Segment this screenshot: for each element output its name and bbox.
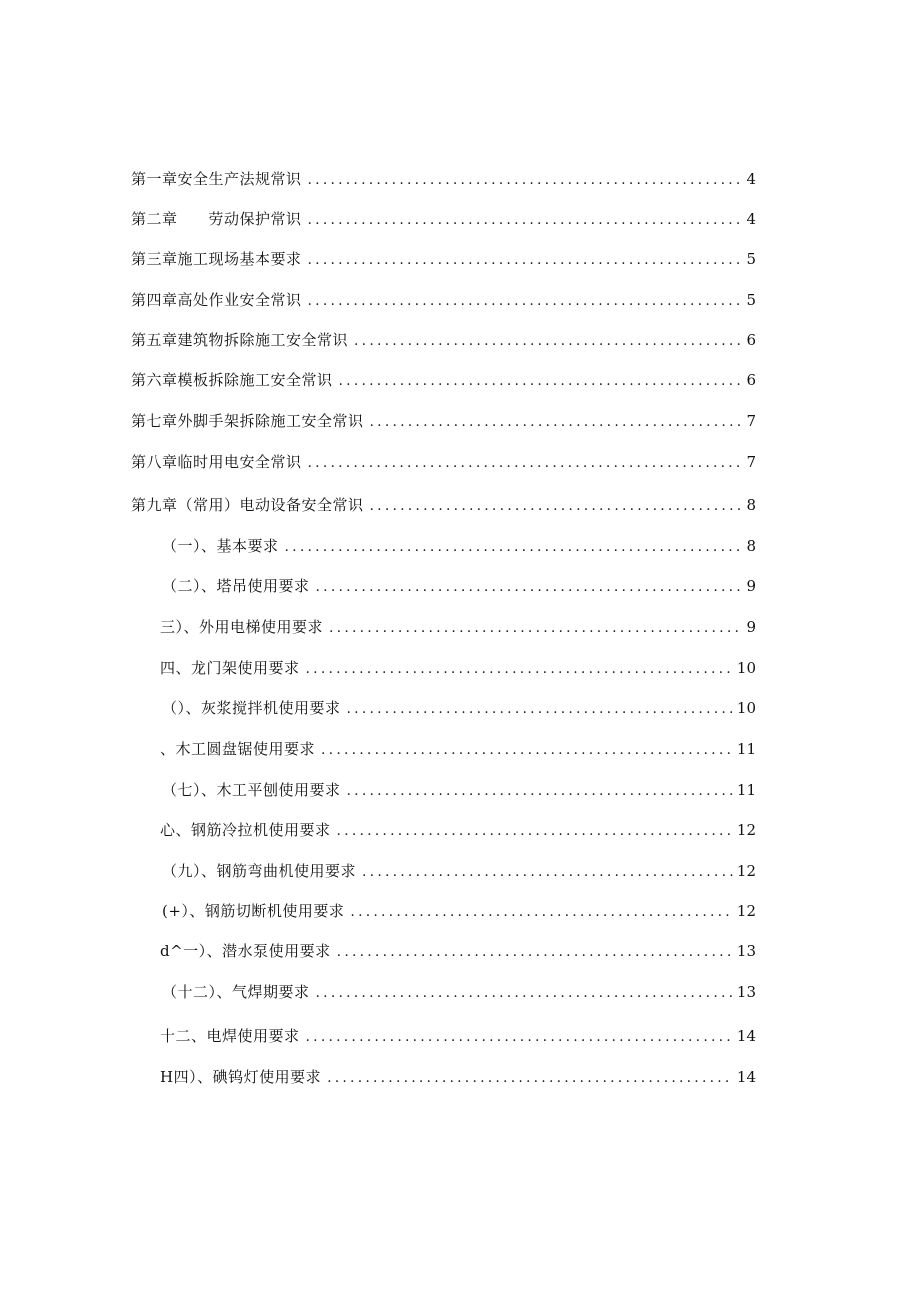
toc-dot-leader xyxy=(350,901,732,923)
toc-entry-page: 7 xyxy=(746,412,756,430)
toc-dot-leader xyxy=(306,1026,733,1048)
toc-entry-title: 心、钢筋冷拉机使用要求 xyxy=(160,821,331,839)
toc-entry[interactable] xyxy=(162,779,756,801)
toc-entry[interactable] xyxy=(131,410,756,432)
toc-entry[interactable] xyxy=(160,1066,756,1088)
toc-dot-leader xyxy=(308,452,743,474)
toc-dot-leader xyxy=(306,658,733,680)
toc-entry-title: (+）、钢筋切断机使用要求 xyxy=(162,902,345,920)
toc-entry-title: （七）、木工平刨使用要求 xyxy=(162,781,341,799)
toc-entry-page: 4 xyxy=(746,210,756,228)
toc-entry-title: 三）、外用电梯使用要求 xyxy=(160,618,324,636)
toc-entry-page: 5 xyxy=(746,250,756,268)
toc-entry[interactable] xyxy=(131,451,756,473)
toc-entry[interactable] xyxy=(162,981,756,1003)
toc-entry-title: 第四章高处作业安全常识 xyxy=(131,291,302,309)
toc-entry-title: 第六章模板拆除施工安全常识 xyxy=(131,371,333,389)
toc-entry-title: （一）、基本要求 xyxy=(162,537,279,555)
toc-dot-leader xyxy=(362,861,733,883)
toc-entry[interactable] xyxy=(131,329,756,351)
toc-entry-page: 12 xyxy=(736,902,756,920)
toc-dot-leader xyxy=(316,982,733,1004)
toc-entry-title: 第七章外脚手架拆除施工安全常识 xyxy=(131,412,364,430)
toc-entry-title: 十二、电焊使用要求 xyxy=(160,1027,300,1045)
toc-entry[interactable] xyxy=(131,289,756,311)
toc-entry[interactable] xyxy=(162,535,756,557)
toc-dot-leader xyxy=(329,617,742,639)
toc-entry[interactable] xyxy=(131,494,756,516)
toc-entry-page: 6 xyxy=(746,371,756,389)
toc-entry[interactable] xyxy=(162,697,756,719)
toc-entry-page: 6 xyxy=(746,331,756,349)
toc-entry-title: （）、灰浆搅拌机使用要求 xyxy=(162,699,341,717)
toc-entry-page: 13 xyxy=(736,942,756,960)
toc-entry-page: 10 xyxy=(736,699,756,717)
toc-entry[interactable] xyxy=(160,657,756,679)
toc-entry[interactable] xyxy=(160,738,756,760)
toc-dot-leader xyxy=(321,739,733,761)
toc-entry-page: 13 xyxy=(736,983,756,1001)
toc-entry-page: 12 xyxy=(736,862,756,880)
toc-entry-page: 12 xyxy=(736,821,756,839)
toc-entry-title: 四、龙门架使用要求 xyxy=(160,659,300,677)
toc-entry-title: 、木工圆盘锯使用要求 xyxy=(160,740,316,758)
toc-dot-leader xyxy=(339,370,743,392)
toc-entry-title: d^一）、潜水泵使用要求 xyxy=(160,942,331,960)
toc-entry-title: （九）、钢筋弯曲机使用要求 xyxy=(162,862,357,880)
toc-dot-leader xyxy=(347,698,733,720)
toc-entry[interactable] xyxy=(160,819,756,841)
toc-dot-leader xyxy=(308,249,743,271)
toc-dot-leader xyxy=(354,330,742,352)
toc-entry[interactable] xyxy=(131,248,756,270)
toc-entry-title: （二）、塔吊使用要求 xyxy=(162,577,310,595)
toc-entry-page: 8 xyxy=(746,496,756,514)
toc-entry[interactable] xyxy=(162,900,756,922)
toc-entry-title: 第五章建筑物拆除施工安全常识 xyxy=(131,331,349,349)
toc-dot-leader xyxy=(337,941,733,963)
toc-dot-leader xyxy=(370,411,743,433)
toc-entry[interactable] xyxy=(160,940,756,962)
toc-entry[interactable] xyxy=(131,168,756,190)
toc-dot-leader xyxy=(337,820,733,842)
toc-entry-page: 9 xyxy=(746,577,756,595)
toc-entry-page: 4 xyxy=(746,170,756,188)
toc-entry-title: 第三章施工现场基本要求 xyxy=(131,250,302,268)
toc-entry-title: 第二章 劳动保护常识 xyxy=(131,210,302,228)
toc-entry-title: 第八章临时用电安全常识 xyxy=(131,453,302,471)
toc-entry-title: 第九章（常用）电动设备安全常识 xyxy=(131,496,364,514)
toc-dot-leader xyxy=(316,576,743,598)
toc-dot-leader xyxy=(327,1067,733,1089)
toc-entry-title: （十二）、气焊期要求 xyxy=(162,983,310,1001)
toc-entry-page: 7 xyxy=(746,453,756,471)
toc-dot-leader xyxy=(308,209,743,231)
toc-entry[interactable] xyxy=(162,860,756,882)
toc-entry[interactable] xyxy=(162,575,756,597)
toc-entry-page: 9 xyxy=(746,618,756,636)
toc-dot-leader xyxy=(347,780,733,802)
toc-entry[interactable] xyxy=(160,616,756,638)
toc-entry-title: H四）、碘钨灯使用要求 xyxy=(160,1068,322,1086)
toc-entry-title: 第一章安全生产法规常识 xyxy=(131,170,302,188)
toc-dot-leader xyxy=(370,495,743,517)
toc-entry-page: 14 xyxy=(736,1027,756,1045)
toc-entry-page: 8 xyxy=(746,537,756,555)
toc-entry-page: 11 xyxy=(736,781,756,799)
toc-entry-page: 14 xyxy=(736,1068,756,1086)
toc-entry[interactable] xyxy=(131,369,756,391)
toc-dot-leader xyxy=(308,290,743,312)
toc-entry-page: 11 xyxy=(736,740,756,758)
toc-dot-leader xyxy=(285,536,743,558)
toc-entry[interactable] xyxy=(131,208,756,230)
toc-dot-leader xyxy=(308,169,743,191)
toc-entry-page: 5 xyxy=(746,291,756,309)
toc-entry-page: 10 xyxy=(736,659,756,677)
toc-entry[interactable] xyxy=(160,1025,756,1047)
